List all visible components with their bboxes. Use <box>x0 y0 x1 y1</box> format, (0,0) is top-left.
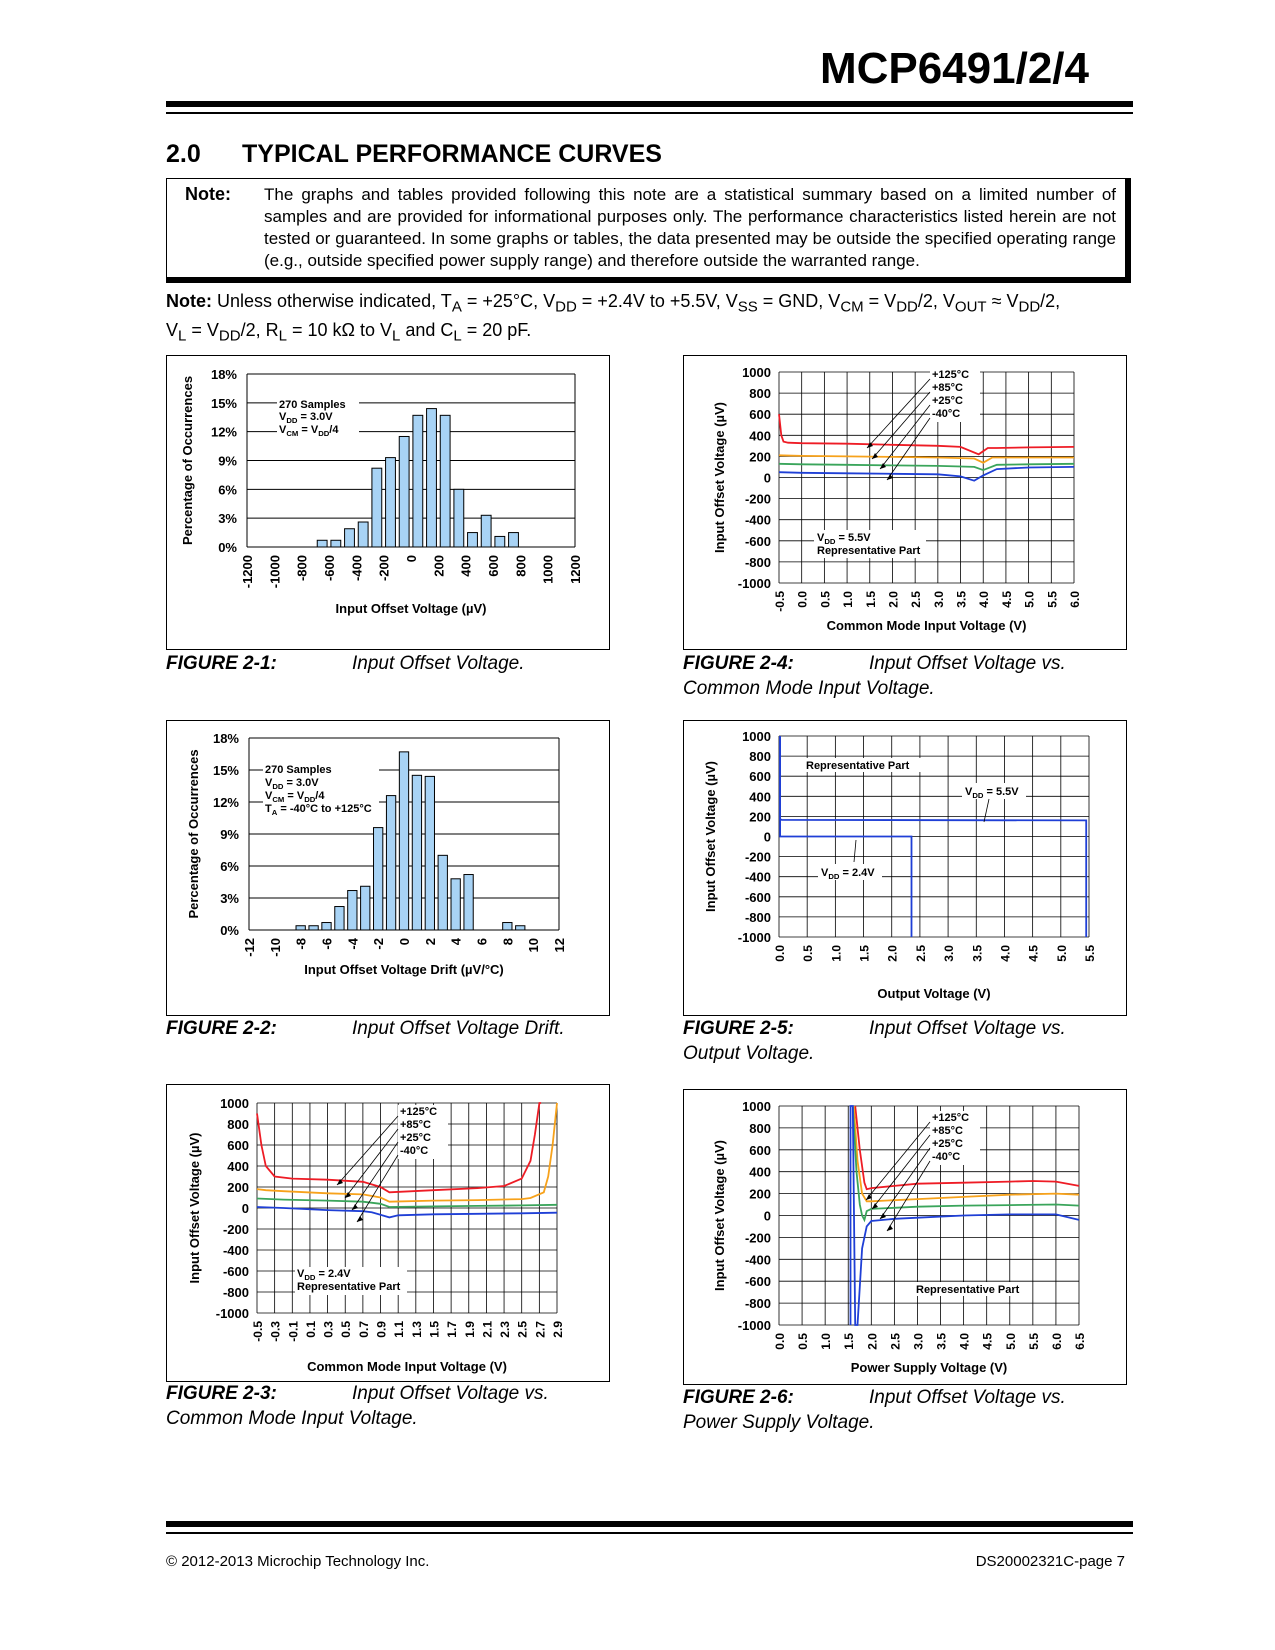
y-tick-label: -200 <box>744 849 771 865</box>
cond-text: /2, <box>1040 291 1061 311</box>
figure-2-3-chart <box>166 1084 610 1382</box>
y-tick-label: -400 <box>744 1252 771 1268</box>
note-representative: Representative Part <box>297 1281 401 1293</box>
y-tick-label: 0 <box>763 1208 771 1224</box>
y-tick-label: 800 <box>749 749 771 765</box>
y-axis-label: Percentage of Occurrences <box>180 375 195 546</box>
cond-sub: L <box>453 327 462 345</box>
figure-title: Input Offset Voltage vs. <box>869 653 1066 674</box>
y-tick-label: -1000 <box>737 930 771 945</box>
series-line <box>257 1207 557 1217</box>
section-title: TYPICAL PERFORMANCE CURVES <box>242 140 662 168</box>
note-vdd-2v4: $V_{DD} = 2.4V$ <box>821 867 875 881</box>
x-tick-label: -800 <box>294 555 310 582</box>
x-tick-label: 400 <box>458 555 474 577</box>
y-tick-label: 600 <box>749 769 771 785</box>
legend-leader-line <box>880 405 930 469</box>
figure-2-1-chart <box>166 355 610 650</box>
series-line <box>779 467 1074 481</box>
x-tick-label: -8 <box>293 938 309 950</box>
x-tick-label: 1.1 <box>392 1321 407 1338</box>
y-tick-label: 9% <box>220 827 239 842</box>
x-tick-label: -6 <box>319 938 335 950</box>
annotation-ta: $T_A = -40^\circ C$ to +125°C <box>265 803 372 817</box>
histogram-bar <box>386 458 396 547</box>
cond-sub: L <box>391 327 401 345</box>
figure-title: Input Offset Voltage vs. <box>352 1383 549 1404</box>
cond-sub: DD <box>896 298 918 316</box>
figure-2-3-caption <box>166 1381 549 1431</box>
figure-2-6-chart <box>683 1089 1127 1385</box>
x-tick-label: 2.5 <box>909 591 924 608</box>
x-tick-label: 12 <box>552 938 567 953</box>
cond-text: = +2.4V to +5.5V, V <box>581 291 738 311</box>
figure-2-5-chart <box>683 720 1127 1016</box>
histogram-bar <box>495 536 505 547</box>
legend-label: +125°C <box>400 1106 438 1118</box>
histogram-bar <box>451 879 460 930</box>
y-tick-label: 1000 <box>742 729 771 744</box>
x-tick-label: 600 <box>486 555 501 577</box>
x-tick-label: 5.5 <box>1026 1333 1041 1350</box>
x-tick-label: 2.3 <box>498 1321 513 1338</box>
x-tick-label: 1.5 <box>863 591 878 608</box>
x-tick-label: 0.9 <box>374 1321 389 1338</box>
histogram-bar <box>481 515 491 547</box>
x-tick-label: 6.0 <box>1049 1333 1064 1350</box>
legend-label: +125°C <box>932 369 970 381</box>
y-tick-label: 200 <box>749 1186 771 1202</box>
x-tick-label: 1.5 <box>857 945 872 962</box>
legend-leader-line <box>872 392 930 459</box>
y-tick-label: 12% <box>212 795 239 810</box>
x-tick-label: 5.5 <box>1045 591 1060 608</box>
histogram-bar <box>374 828 383 930</box>
x-tick-label: -600 <box>322 555 337 582</box>
y-tick-label: 1000 <box>742 1099 771 1114</box>
y-tick-label: 200 <box>749 449 771 465</box>
y-tick-label: 18% <box>212 731 239 746</box>
x-tick-label: 5.0 <box>1003 1333 1018 1350</box>
legend-arrowhead <box>880 1213 886 1219</box>
legend-leader-line <box>867 379 930 448</box>
x-tick-label: 4.0 <box>998 945 1013 962</box>
y-tick-label: -400 <box>744 869 771 885</box>
legend-label: -40°C <box>400 1145 429 1157</box>
x-tick-label: 0 <box>397 938 412 946</box>
header-rule-thin <box>166 112 1133 114</box>
cond-sub: A <box>451 298 462 316</box>
histogram-bar <box>345 529 355 547</box>
legend-label: +85°C <box>932 1125 964 1137</box>
y-tick-label: -200 <box>744 491 771 507</box>
cond-text: ≈ V <box>991 291 1019 311</box>
y-tick-label: 0 <box>763 470 771 486</box>
histogram-bar <box>309 926 318 930</box>
annotation-samples: 270 Samples <box>265 764 332 776</box>
note-box-text: The graphs and tables provided following this note are a statistical summary based on a limited number of samples and are provided for informational purposes only. The performance characteristics listed herein are not tested or guaranteed. In some graphs or tables, the data presented may be outside the specified operating range (e.g., outside specified power supply range) and therefore outside the warranted range. <box>264 185 1116 270</box>
figure-2-4-caption <box>683 651 1066 701</box>
note-vdd: $V_{DD} = 2.4V$ <box>297 1268 351 1282</box>
x-tick-label: 4.0 <box>957 1333 972 1350</box>
y-tick-label: 0% <box>218 540 237 555</box>
y-tick-label: 6% <box>218 482 237 498</box>
y-tick-label: -800 <box>222 1285 249 1300</box>
x-axis-label: Output Voltage (V) <box>877 986 991 1001</box>
note-representative: Representative Part <box>806 760 910 772</box>
x-tick-label: -400 <box>349 555 365 582</box>
x-tick-label: -1000 <box>267 555 283 589</box>
x-tick-label: 0.3 <box>321 1321 336 1338</box>
x-tick-label: 1.7 <box>445 1321 460 1338</box>
x-tick-label: 200 <box>431 555 447 577</box>
figure-2-1-caption <box>166 651 525 676</box>
figure-title-line2: Output Voltage. <box>683 1043 815 1064</box>
x-tick-label: 5.0 <box>1022 591 1037 608</box>
x-tick-label: 4.5 <box>1026 945 1041 962</box>
figure-label: FIGURE 2-1: <box>166 653 277 674</box>
histogram-bar <box>358 522 368 547</box>
y-tick-label: 12% <box>210 424 237 440</box>
histogram-bar <box>348 891 357 930</box>
y-tick-label: 1000 <box>742 365 771 380</box>
legend-label: +25°C <box>400 1132 432 1144</box>
x-tick-label: 2.5 <box>913 945 928 962</box>
x-tick-label: 3.0 <box>911 1333 926 1350</box>
x-axis-label: Common Mode Input Voltage (V) <box>826 618 1027 633</box>
x-tick-label: 3.5 <box>934 1333 949 1350</box>
histogram-bar <box>503 923 512 930</box>
note-leader-line <box>854 840 856 862</box>
y-tick-label: 18% <box>210 367 237 382</box>
x-tick-label: 6.0 <box>1068 591 1082 608</box>
note-box-label: Note: <box>185 184 231 204</box>
figure-title: Input Offset Voltage vs. <box>869 1018 1066 1039</box>
figure-title-line2: Common Mode Input Voltage. <box>683 678 935 699</box>
annotation-vcm: $V_{CM} = V_{DD}/4$ <box>279 424 339 438</box>
x-tick-label: -0.3 <box>268 1321 283 1342</box>
figure-2-4-chart <box>683 355 1127 650</box>
y-axis-label: Percentage of Occurrences <box>186 749 201 919</box>
figure-2-2-chart <box>166 720 610 1016</box>
figure-title: Input Offset Voltage vs. <box>869 1387 1066 1408</box>
y-tick-label: 400 <box>749 428 771 444</box>
histogram-bar <box>468 533 478 547</box>
figure-label: FIGURE 2-2: <box>166 1018 277 1039</box>
x-tick-label: 3.5 <box>970 945 985 962</box>
x-tick-label: 2.5 <box>515 1321 530 1338</box>
x-axis-label: Power Supply Voltage (V) <box>850 1360 1008 1375</box>
x-tick-label: 0.5 <box>801 945 816 962</box>
histogram-bar <box>372 468 382 547</box>
histogram-bar <box>296 926 305 930</box>
figure-title: Input Offset Voltage Drift. <box>352 1018 565 1039</box>
histogram-bar <box>386 796 395 930</box>
cond-text: /2, R <box>240 319 279 340</box>
x-tick-label: 1.3 <box>409 1321 424 1338</box>
legend-leader-line <box>887 418 930 480</box>
x-tick-label: -200 <box>376 555 392 582</box>
cond-text: /2, V <box>917 291 955 311</box>
legend-label: +85°C <box>932 382 964 394</box>
y-tick-label: -600 <box>222 1264 249 1279</box>
y-tick-label: 400 <box>749 1164 771 1180</box>
series-line <box>779 414 1074 454</box>
conditions-label: Note: <box>166 291 212 311</box>
x-tick-label: 1.0 <box>819 1333 834 1350</box>
legend-label: +125°C <box>932 1112 970 1124</box>
histogram-bar <box>412 775 421 930</box>
cond-sub: SS <box>737 298 758 316</box>
y-tick-label: 3% <box>218 511 237 527</box>
figure-label: FIGURE 2-4: <box>683 653 794 674</box>
x-tick-label: 2.5 <box>888 1333 903 1350</box>
x-tick-label: 2.0 <box>865 1333 880 1350</box>
y-tick-label: 800 <box>227 1117 249 1132</box>
histogram-bar <box>335 907 344 930</box>
y-axis-label: Input Offset Voltage (µV) <box>712 402 727 553</box>
cond-sub: DD <box>1018 298 1041 316</box>
cond-sub: CM <box>840 298 864 316</box>
cond-sub: L <box>178 327 187 345</box>
x-tick-label: 3.0 <box>931 591 946 608</box>
x-tick-label: -0.5 <box>251 1321 265 1342</box>
cond-sub: L <box>278 327 287 345</box>
figure-label: FIGURE 2-3: <box>166 1383 277 1404</box>
histogram-bar <box>413 415 423 547</box>
x-tick-label: 2.9 <box>551 1321 565 1338</box>
histogram-bar <box>464 875 473 930</box>
test-conditions <box>166 290 1126 347</box>
legend-label: +25°C <box>932 395 964 407</box>
legend-arrowhead <box>352 1204 358 1210</box>
x-axis-label: Input Offset Voltage Drift (µV/°C) <box>304 962 504 977</box>
y-tick-label: 800 <box>749 1120 771 1136</box>
annotation-vcm: $V_{CM} = V_{DD}/4$ <box>265 790 325 804</box>
histogram-bar <box>427 409 437 547</box>
y-tick-label: 600 <box>749 407 771 423</box>
x-tick-label: -10 <box>267 938 283 957</box>
legend-leader-line <box>352 1142 398 1210</box>
cond-text: and C <box>405 319 454 340</box>
y-axis-label: Input Offset Voltage (µV) <box>712 1140 727 1291</box>
footer-page-number: DS20002321C-page 7 <box>975 1553 1125 1570</box>
y-tick-label: 200 <box>749 809 771 825</box>
legend-arrowhead <box>345 1192 351 1198</box>
figure-title: Input Offset Voltage. <box>352 653 525 674</box>
y-tick-label: -1000 <box>215 1306 249 1321</box>
cond-text: = 10 kΩ to V <box>291 319 392 340</box>
histogram-bar <box>454 489 464 547</box>
legend-arrowhead <box>357 1216 363 1222</box>
x-tick-label: 2.0 <box>885 945 900 962</box>
histogram-bar <box>317 540 327 547</box>
y-tick-label: -600 <box>744 889 771 905</box>
x-tick-label: -0.1 <box>286 1321 301 1342</box>
x-tick-label: 1.5 <box>427 1321 442 1338</box>
x-tick-label: 2.0 <box>886 591 901 608</box>
legend-label: -40°C <box>932 1151 961 1163</box>
histogram-bar <box>322 923 331 930</box>
figure-2-6-caption <box>683 1385 1066 1435</box>
figure-label: FIGURE 2-5: <box>683 1018 794 1039</box>
cond-text: = V <box>868 291 897 311</box>
x-tick-label: 0.0 <box>795 591 810 608</box>
x-tick-label: 1200 <box>568 555 583 584</box>
x-tick-label: 5.5 <box>1083 945 1097 962</box>
figure-title-line2: Power Supply Voltage. <box>683 1412 875 1433</box>
histogram-bar <box>509 533 519 547</box>
x-tick-label: -12 <box>242 938 257 957</box>
y-tick-label: -600 <box>744 1274 771 1290</box>
x-tick-label: 6 <box>474 938 490 946</box>
y-tick-label: -400 <box>222 1243 249 1258</box>
histogram-bar <box>399 436 409 547</box>
legend-leader-line <box>337 1116 398 1185</box>
section-heading <box>166 140 662 169</box>
note-representative: Representative Part <box>817 545 921 557</box>
x-tick-label: 2 <box>422 938 438 946</box>
cond-text: = GND, V <box>762 291 841 311</box>
legend-label: +85°C <box>400 1119 432 1131</box>
cond-text: Unless otherwise indicated, T <box>217 291 452 311</box>
x-tick-label: 1.5 <box>842 1333 857 1350</box>
x-tick-label: 0.5 <box>339 1321 354 1338</box>
figure-title-line2: Common Mode Input Voltage. <box>166 1408 418 1429</box>
x-tick-label: 0.0 <box>773 945 787 962</box>
y-tick-label: 400 <box>227 1159 249 1174</box>
legend-leader-line <box>345 1129 398 1198</box>
x-tick-label: -0.5 <box>773 591 787 612</box>
y-tick-label: 6% <box>220 859 239 874</box>
header-rule-thick <box>166 101 1133 107</box>
y-tick-label: 400 <box>749 789 771 805</box>
annotation-vdd: $V_{DD} = 3.0V$ <box>279 411 333 425</box>
x-tick-label: 1000 <box>540 555 556 584</box>
x-axis-label: Input Offset Voltage (µV) <box>335 601 487 616</box>
y-tick-label: 3% <box>220 891 239 906</box>
y-axis-label: Input Offset Voltage (µV) <box>703 761 718 912</box>
x-tick-label: 1.9 <box>462 1321 477 1338</box>
y-tick-label: -1000 <box>737 576 771 591</box>
histogram-bar <box>438 855 447 930</box>
section-number: 2.0 <box>166 140 201 168</box>
x-tick-label: 8 <box>500 938 516 946</box>
footer-rule-thick <box>166 1521 1133 1527</box>
x-tick-label: 4.5 <box>999 591 1014 608</box>
y-tick-label: 1000 <box>220 1096 249 1111</box>
cond-text: = V <box>191 319 219 340</box>
footer-rule-thin <box>166 1532 1133 1534</box>
x-tick-label: -4 <box>345 938 361 950</box>
y-tick-label: 9% <box>218 453 237 469</box>
y-tick-label: 15% <box>210 395 237 411</box>
histogram-bar <box>399 752 408 930</box>
x-tick-label: 1.0 <box>829 945 844 962</box>
x-tick-label: -1200 <box>240 555 255 589</box>
y-tick-label: -200 <box>222 1222 249 1237</box>
x-tick-label: 0.1 <box>303 1321 318 1338</box>
note-leader-line <box>984 799 989 822</box>
y-tick-label: -1000 <box>737 1318 771 1333</box>
y-tick-label: 600 <box>749 1142 771 1158</box>
x-tick-label: 1.0 <box>841 591 856 608</box>
y-tick-label: -600 <box>744 533 771 549</box>
x-tick-label: 0.5 <box>818 591 833 608</box>
legend-arrowhead <box>887 1225 893 1231</box>
y-axis-label: Input Offset Voltage (µV) <box>187 1132 202 1284</box>
y-tick-label: -800 <box>744 909 771 925</box>
footer-copyright: © 2012-2013 Microchip Technology Inc. <box>166 1553 430 1570</box>
y-tick-label: 0 <box>241 1201 249 1216</box>
x-tick-label: 5.0 <box>1054 945 1069 962</box>
y-tick-label: -200 <box>744 1230 771 1246</box>
y-tick-label: 600 <box>227 1138 249 1153</box>
x-tick-label: 0 <box>404 555 419 563</box>
cond-sub: DD <box>218 327 241 345</box>
y-tick-label: 800 <box>749 386 771 402</box>
figure-label: FIGURE 2-6: <box>683 1387 794 1408</box>
cond-text: = 20 pF. <box>466 319 532 340</box>
histogram-bar <box>331 540 341 547</box>
note-vdd: $V_{DD} = 5.5V$ <box>817 532 871 546</box>
document-title: MCP6491/2/4 <box>819 44 1089 93</box>
figure-2-5-caption <box>683 1016 1066 1066</box>
x-tick-label: 0.5 <box>796 1333 811 1350</box>
x-tick-label: 3.5 <box>954 591 969 608</box>
histogram-bar <box>516 926 525 930</box>
x-axis-label: Common Mode Input Voltage (V) <box>307 1359 507 1374</box>
x-tick-label: 6.5 <box>1073 1333 1087 1350</box>
x-tick-label: -2 <box>371 938 387 950</box>
annotation-vdd: $V_{DD} = 3.0V$ <box>265 777 319 791</box>
x-tick-label: 4 <box>448 938 464 946</box>
y-tick-label: 0% <box>220 923 239 938</box>
x-tick-label: 2.1 <box>480 1321 495 1338</box>
cond-sub: OUT <box>954 298 987 316</box>
cond-sub: DD <box>555 298 577 316</box>
y-tick-label: -400 <box>744 512 771 528</box>
figure-2-2-caption <box>166 1016 565 1041</box>
cond-text: = +25°C, V <box>466 291 556 311</box>
y-tick-label: 0 <box>763 829 771 845</box>
y-tick-label: 200 <box>227 1180 249 1195</box>
y-tick-label: 15% <box>212 763 239 778</box>
x-tick-label: 4.0 <box>977 591 992 608</box>
legend-label: +25°C <box>932 1138 964 1150</box>
x-tick-label: 4.5 <box>980 1333 995 1350</box>
note-box <box>166 178 1131 283</box>
y-tick-label: -800 <box>744 554 771 570</box>
legend-label: -40°C <box>932 408 961 420</box>
x-tick-label: 0.0 <box>773 1333 787 1350</box>
x-tick-label: 10 <box>526 938 542 953</box>
note-vdd-5v5: $V_{DD} = 5.5V$ <box>965 786 1019 800</box>
x-tick-label: 0.7 <box>356 1321 371 1338</box>
histogram-bar <box>361 886 370 930</box>
cond-text: V <box>166 319 179 340</box>
note-representative: Representative Part <box>916 1284 1020 1296</box>
x-tick-label: 800 <box>513 555 529 577</box>
x-tick-label: 3.0 <box>942 945 957 962</box>
x-tick-label: 2.7 <box>533 1321 548 1338</box>
annotation-samples: 270 Samples <box>279 399 346 411</box>
histogram-bar <box>440 415 450 547</box>
y-tick-label: -800 <box>744 1296 771 1312</box>
histogram-bar <box>425 776 434 930</box>
